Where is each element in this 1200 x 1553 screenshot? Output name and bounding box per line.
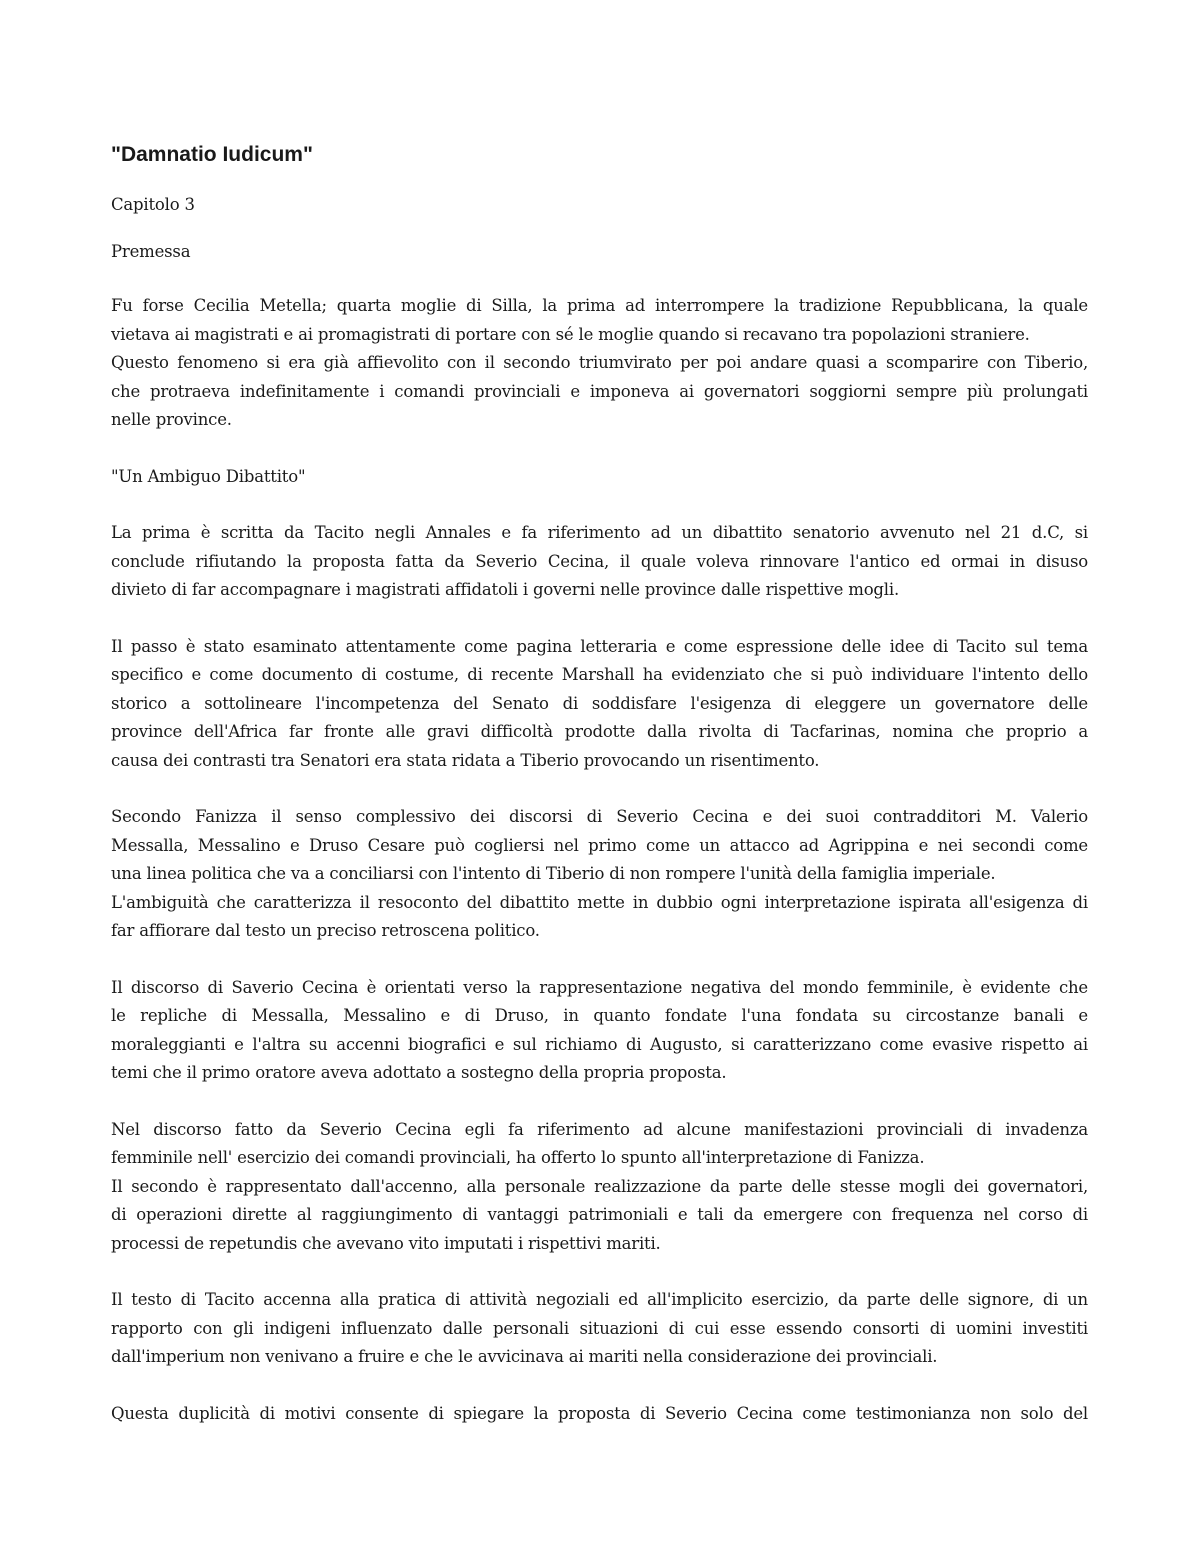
text-line: Il testo di Tacito accenna alla pratica di attività negoziali ed all'implicito esercizio, da parte delle signore, di un: [111, 1290, 1088, 1309]
text-line: che protraeva indefinitamente i comandi provinciali e imponeva ai governatori soggiorni sempre più prolungati: [111, 381, 1088, 401]
paragraph: [111, 803, 1088, 946]
text-line: di operazioni dirette al raggiungimento di vantaggi patrimoniali e tali da emergere con frequenza nel corso di: [111, 1205, 1088, 1224]
text-line: temi che il primo oratore aveva adottato a sostegno della propria proposta.: [111, 1063, 727, 1082]
text-line: divieto di far accompagnare i magistrati affidatoli i governi nelle province dalle rispettive mogli.: [111, 580, 899, 599]
paragraph: [111, 519, 1088, 605]
text-line: Nel discorso fatto da Severio Cecina egli fa riferimento ad alcune manifestazioni provinciali di invadenza: [111, 1119, 1088, 1139]
paragraph: [111, 1400, 1088, 1429]
text-line: femminile nell' esercizio dei comandi provinciali, ha offerto lo spunto all'interpretazione di Fanizza.: [111, 1148, 925, 1167]
text-line: storico a sottolineare l'incompetenza del Senato di soddisfare l'esigenza di eleggere un governatore delle: [111, 693, 1088, 713]
text-line: le repliche di Messalla, Messalino e di Druso, in quanto fondate l'una fondata su circostanze banali e: [111, 1006, 1088, 1025]
paragraph: [111, 1116, 1088, 1259]
text-line: causa dei contrasti tra Senatori era stata ridata a Tiberio provocando un risentimento.: [111, 750, 820, 770]
document-page: [111, 140, 1088, 1456]
text-line: processi de repetundis che avevano vito imputati i rispettivi mariti.: [111, 1233, 661, 1253]
text-line: Il passo è stato esaminato attentamente come pagina letteraria e come espressione delle idee di Tacito sul tema: [111, 636, 1088, 656]
document-title: "Damnatio Iudicum": [111, 143, 313, 166]
text-line: province dell'Africa far fronte alle gravi difficoltà prodotte dalla rivolta di Tacfarinas, nomina che proprio a: [111, 722, 1088, 741]
section-label: Premessa: [111, 241, 191, 261]
text-line: Il secondo è rappresentato dall'accenno, alla personale realizzazione da parte delle stesse mogli dei governatori,: [111, 1176, 1088, 1196]
text-line: L'ambiguità che caratterizza il resoconto del dibattito mette in dubbio ogni interpretazione ispirata all'esigenza di: [111, 892, 1088, 912]
text-line: Secondo Fanizza il senso complessivo dei discorsi di Severio Cecina e dei suoi contradditori M. Valerio: [111, 807, 1088, 826]
paragraph: [111, 292, 1088, 435]
text-line: specifico e come documento di costume, di recente Marshall ha evidenziato che si può individuare l'intento dello: [111, 665, 1088, 684]
text-line: moraleggianti e l'altra su accenni biografici e sul richiamo di Augusto, si caratterizzano come evasive rispetto ai: [111, 1034, 1088, 1054]
text-line: nelle province.: [111, 410, 232, 429]
paragraph: [111, 633, 1088, 776]
paragraph: [111, 463, 1088, 492]
paragraph: [111, 1286, 1088, 1372]
text-line: una linea politica che va a conciliarsi con l'intento di Tiberio di non rompere l'unità della famiglia imperiale.: [111, 864, 996, 883]
text-line: Fu forse Cecilia Metella; quarta moglie di Silla, la prima ad interrompere la tradizione Repubblicana, la quale: [111, 296, 1088, 315]
text-line: dall'imperium non venivano a fruire e che le avvicinava ai mariti nella considerazione dei provinciali.: [111, 1347, 938, 1366]
body-text: [111, 292, 1088, 1428]
text-line: La prima è scritta da Tacito negli Annales e fa riferimento ad un dibattito senatorio avvenuto nel 21 d.C, si: [111, 523, 1088, 542]
text-line: Messalla, Messalino e Druso Cesare può cogliersi nel primo come un attacco ad Agrippina e nei secondi come: [111, 835, 1088, 855]
text-line: Questa duplicità di motivi consente di spiegare la proposta di Severio Cecina come testimonianza non solo del: [111, 1403, 1088, 1423]
paragraph: [111, 974, 1088, 1088]
text-line: conclude rifiutando la proposta fatta da Severio Cecina, il quale voleva rinnovare l'antico ed ormai in disuso: [111, 551, 1088, 571]
text-line: far affiorare dal testo un preciso retroscena politico.: [111, 921, 540, 940]
text-line: Questo fenomeno si era già affievolito con il secondo triumvirato per poi andare quasi a scomparire con Tiberio,: [111, 353, 1088, 372]
text-line: Il discorso di Saverio Cecina è orientati verso la rappresentazione negativa del mondo femminile, è evidente che: [111, 977, 1088, 997]
text-line: "Un Ambiguo Dibattito": [111, 466, 306, 486]
text-line: rapporto con gli indigeni influenzato dalle personali situazioni di cui esse essendo consorti di uomini investiti: [111, 1318, 1088, 1338]
text-line: vietava ai magistrati e ai promagistrati di portare con sé le moglie quando si recavano tra popolazioni straniere.: [111, 324, 1030, 344]
chapter-label: Capitolo 3: [111, 195, 195, 214]
